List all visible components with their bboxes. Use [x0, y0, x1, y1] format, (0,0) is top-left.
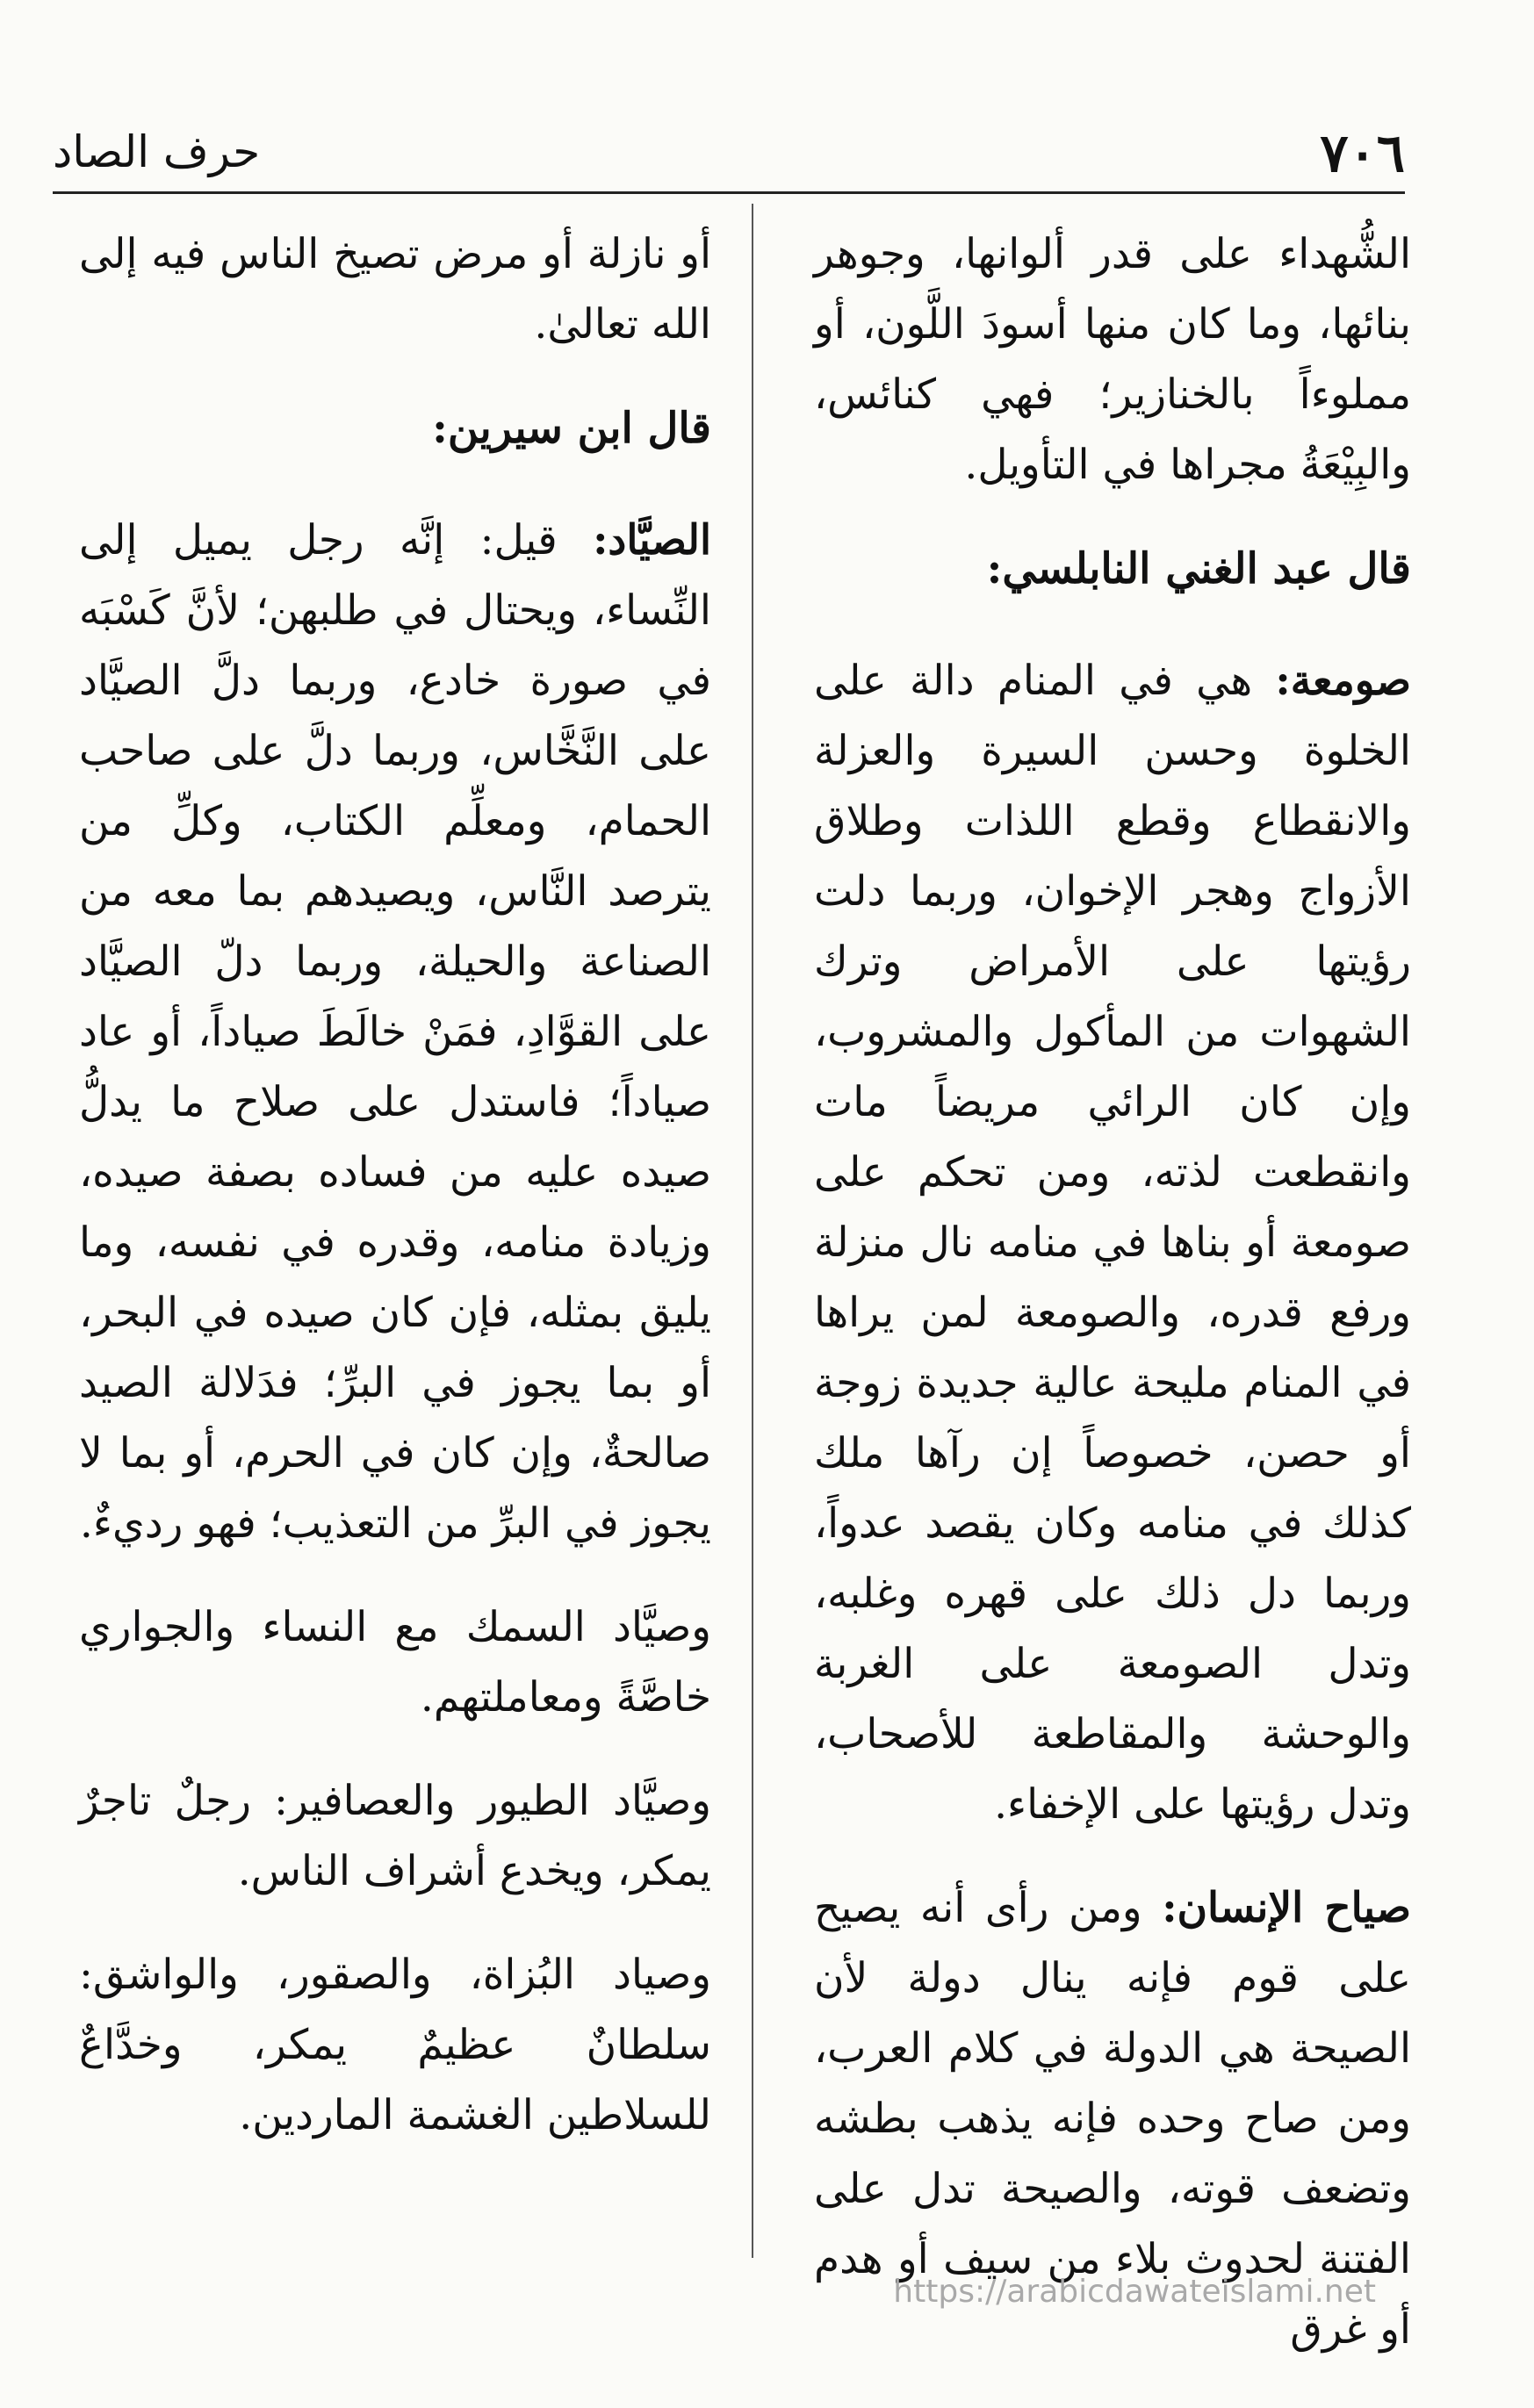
entry-term: الصيَّاد: — [593, 516, 711, 564]
entry-term: صومعة: — [1275, 657, 1411, 705]
page-number: ٧٠٦ — [1320, 123, 1405, 184]
paragraph: وصيَّاد السمك مع النساء والجواري خاصَّةً ومعاملتهم. — [79, 1603, 711, 1722]
entry-paragraph — [814, 646, 1411, 1840]
paragraph: الشُّهداء على قدر ألوانها، وجوهر بنائها، وما كان منها أسودَ اللَّون، أو مملوءاً بالخنازير؛ فهي كنائس، والبِيْعَةُ مجراها في التأويل. — [814, 230, 1411, 489]
entry-paragraph — [79, 506, 711, 1559]
right-column — [814, 219, 1411, 2398]
left-column — [79, 219, 711, 2184]
section-heading: قال عبد الغني النابلسي: — [986, 544, 1411, 593]
paragraph: وصياد البُزاة، والصقور، والواشق: سلطانٌ عظيمٌ يمكر، وخدَّاعٌ للسلاطين الغشمة الماردين. — [79, 1951, 711, 2139]
watermark-url: https://arabicdawateislami.net — [893, 2274, 1376, 2310]
entry-term: صياح الإنسان: — [1162, 1884, 1411, 1932]
paragraph: وصيَّاد الطيور والعصافير: رجلٌ تاجرٌ يمكر، ويخدع أشراف الناس. — [79, 1777, 711, 1895]
column-divider — [752, 204, 753, 2258]
entry-text: قيل: إنَّه رجل يميل إلى النِّساء، ويحتال في طلبهن؛ لأنَّ كَسْبَه في صورة خادع، وربما دلَّ الصيَّاد على النَّخَّاس، وربما دلَّ على صاحب الحمام، ومعلِّم الكتاب، وكلِّ من يترصد النَّاس، ويصيدهم بما معه من الصناعة والحيلة، وربما دلّ الصيَّاد على القوَّادِ، فمَنْ خالَطَ صياداً، أو عاد صياداً؛ فاستدل على صلاح ما يدلُّ صيده عليه من فساده بصفة صيده، وزيادة منامه، وقدره في نفسه، وما يليق بمثله، فإن كان صيده في البحر، أو بما يجوز في البرِّ؛ فدَلالة الصيد صالحةٌ، وإن كان في الحرم، أو بما لا يجوز في البرِّ من التعذيب؛ فهو رديءٌ. — [79, 516, 711, 1548]
page-header — [53, 123, 1405, 184]
entry-text: هي في المنام دالة على الخلوة وحسن السيرة والعزلة والانقطاع وقطع اللذات وطلاق الأزواج وهجر الإخوان، وربما دلت رؤيتها على الأمراض وترك الشهوات من المأكول والمشروب، وإن كان الرائي مريضاً مات وانقطعت لذته، ومن تحكم على صومعة أو بناها في منامه نال منزلة ورفع قدره، والصومعة لمن يراها في المنام مليحة عالية جديدة زوجة أو حصن، خصوصاً إن رآها ملك كذلك في منامه وكان يقصد عدواً، وربما دل ذلك على قهره وغلبه، وتدل الصومعة على الغربة والوحشة والمقاطعة للأصحاب، وتدل رؤيتها على الإخفاء. — [814, 657, 1411, 1829]
section-heading: قال ابن سيرين: — [432, 404, 711, 453]
header-rule — [53, 191, 1405, 194]
running-head: حرف الصاد — [53, 126, 261, 177]
paragraph: أو نازلة أو مرض تصيخ الناس فيه إلى الله تعالىٰ. — [79, 230, 711, 349]
entry-text: ومن رأى أنه يصيح على قوم فإنه ينال دولة لأن الصيحة هي الدولة في كلام العرب، ومن صاح وحده فإنه يذهب بطشه وتضعف قوته، والصيحة تدل على الفتنة لحدوث بلاء من سيف أو هدم أو غرق — [814, 1884, 1411, 2354]
